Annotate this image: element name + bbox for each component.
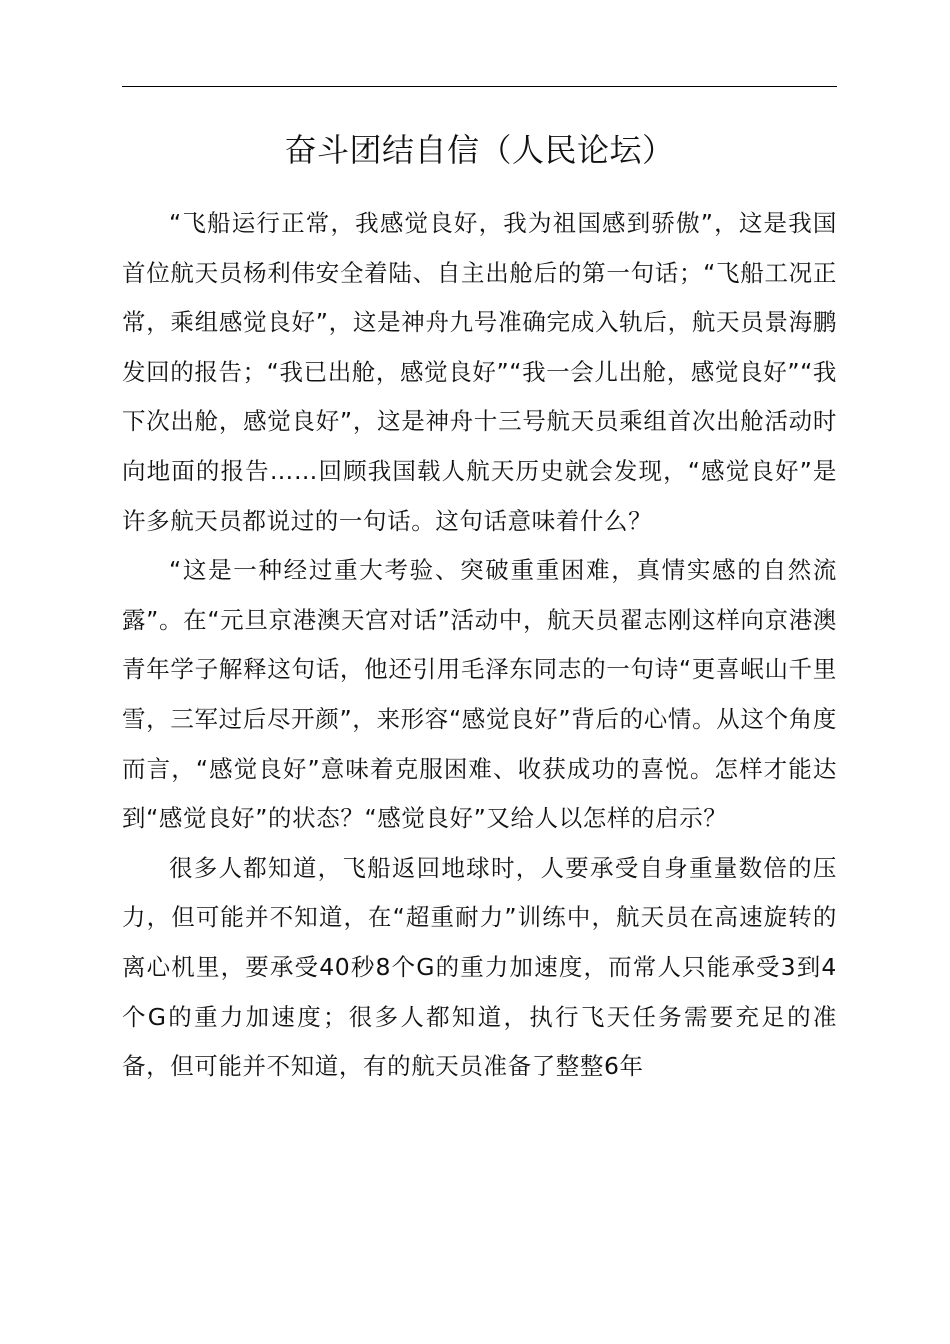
article-title: 奋斗团结自信（人民论坛） <box>284 131 675 169</box>
paragraph-3: 很多人都知道，飞船返回地球时，人要承受自身重量数倍的压力，但可能并不知道，在“超重耐力”训练中，航天员在高速旋转的离心机里，要承受40秒8个G的重力加速度，而常人只能承受3到4个G的重力加速度；很多人都知道，执行飞天任务需要充足的准备，但可能并不知道，有的航天员准备了整整6年 <box>122 853 837 1081</box>
header-rule <box>122 86 837 87</box>
paragraph-1: “飞船运行正常，我感觉良好，我为祖国感到骄傲”，这是我国首位航天员杨利伟安全着陆、自主出舱后的第一句话；“飞船工况正常，乘组感觉良好”，这是神舟九号准确完成入轨后，航天员景海鹏发回的报告；“我已出舱，感觉良好”“我一会儿出舱，感觉良好”“我下次出舱，感觉良好”，这是神舟十三号航天员乘组首次出舱活动时向地面的报告……回顾我国载人航天历史就会发现，“感觉良好”是许多航天员都说过的一句话。这句话意味着什么？ <box>122 209 837 535</box>
paragraph-2: “这是一种经过重大考验、突破重重困难，真情实感的自然流露”。在“元旦京港澳天宫对话”活动中，航天员翟志刚这样向京港澳青年学子解释这句话，他还引用毛泽东同志的一句诗“更喜岷山千里雪，三军过后尽开颜”，来形容“感觉良好”背后的心情。从这个角度而言，“感觉良好”意味着克服困难、收获成功的喜悦。怎样才能达到“感觉良好”的状态？“感觉良好”又给人以怎样的启示？ <box>122 556 837 833</box>
article-body <box>122 199 837 1092</box>
